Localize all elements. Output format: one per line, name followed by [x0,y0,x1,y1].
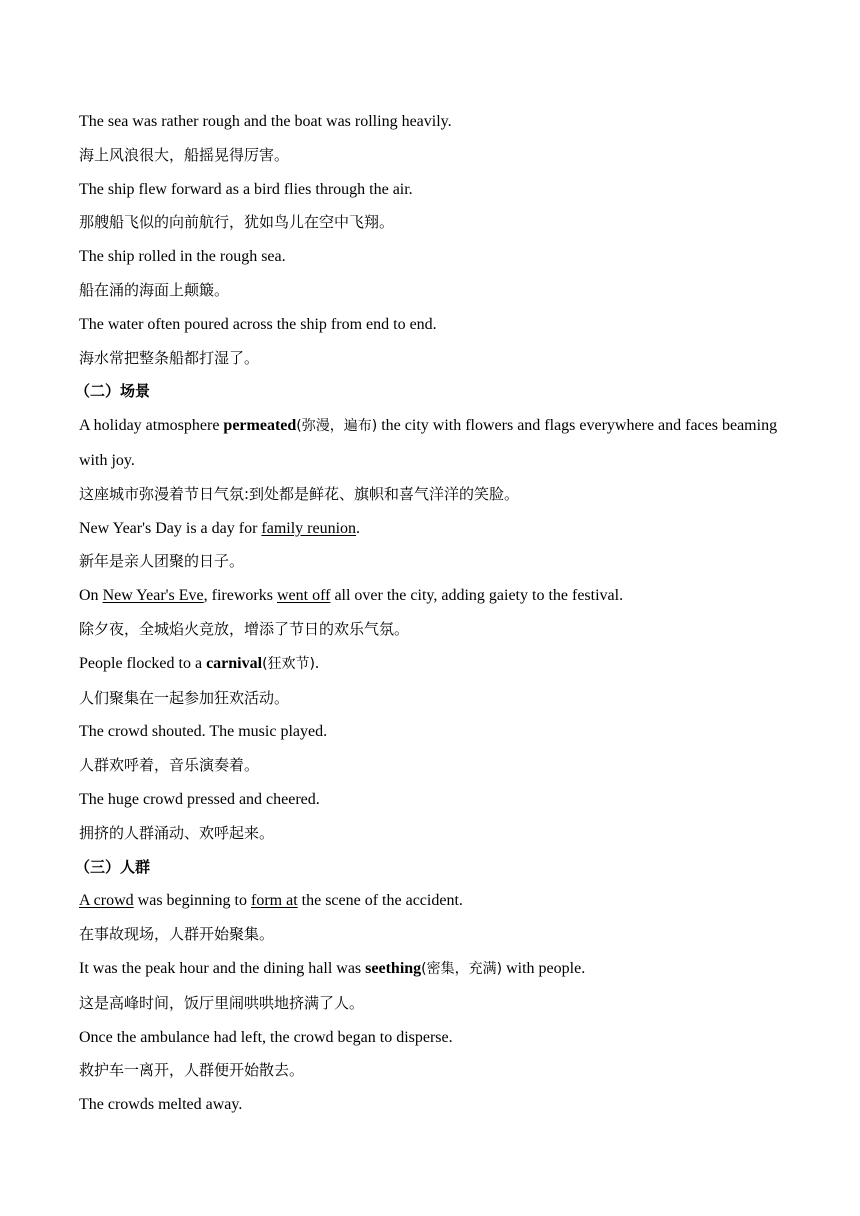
sentence-zh: 那艘船飞似的向前航行，犹如鸟儿在空中飞翔。 [79,213,395,232]
sentence-zh: 人们聚集在一起参加狂欢活动。 [79,688,290,707]
underlined-phrase: went off [276,587,331,605]
section-heading-crowd: （三）人群 [75,857,151,876]
text: the scene of the accident. [297,892,463,910]
sentence-en [79,884,791,918]
text: the city with flowers and flags everywhere and faces beaming with joy. [79,417,778,469]
sentence-zh: 人群欢呼着，音乐演奏着。 [79,756,260,775]
underlined-phrase: A crowd [79,892,134,910]
text: with people. [502,959,586,977]
text: . [315,654,320,672]
sentence-en [79,409,791,478]
sentence-zh: 船在涌的海面上颠簸。 [79,280,230,299]
keyword: seething [365,959,422,977]
sentence-zh: 新年是亲人团聚的日子。 [79,552,245,571]
sentence-en: The crowds melted away. [79,1096,243,1114]
sentence-zh: 海水常把整条船都打湿了。 [79,348,260,367]
sentence-en [79,579,791,613]
sentence-en: The crowd shouted. The music played. [79,723,328,741]
sentence-zh: 海上风浪很大，船摇晃得厉害。 [79,145,290,164]
text: People flocked to a [79,654,207,672]
sentence-en: The sea was rather rough and the boat was rolling heavily. [79,113,452,130]
text: New Year's Day is a day for [79,519,262,537]
sentence-en [79,512,791,546]
sentence-en: The huge crowd pressed and cheered. [79,790,320,808]
underlined-phrase: family reunion [261,519,357,537]
keyword: carnival [206,654,263,672]
sentence-en: The ship flew forward as a bird flies through the air. [79,180,413,198]
text: It was the peak hour and the dining hall was [79,959,366,977]
sentence-en [79,952,791,987]
keyword-note: (狂欢节) [262,655,316,672]
document-page [75,105,791,1122]
sentence-zh: 这是高峰时间，饭厅里闹哄哄地挤满了人。 [79,993,365,1012]
underlined-phrase: form at [250,892,298,910]
sentence-zh: 拥挤的人群涌动、欢呼起来。 [79,823,275,842]
text: On [79,587,103,605]
sentence-en: The water often poured across the ship from end to end. [79,315,437,333]
sentence-en [79,647,791,682]
text: . [356,519,361,537]
keyword-note: (弥漫，遍布) [296,418,378,435]
sentence-zh: 除夕夜，全城焰火竞放，增添了节日的欢乐气氛。 [79,619,410,638]
sentence-zh: 救护车一离开，人群便开始散去。 [79,1061,305,1080]
section-heading-scene: （二）场景 [75,382,151,401]
text: , fireworks [203,587,277,605]
keyword-note: (密集，充满) [421,960,503,977]
text: all over the city, adding gaiety to the festival. [330,587,624,605]
sentence-zh: 在事故现场，人群开始聚集。 [79,925,275,944]
sentence-en: The ship rolled in the rough sea. [79,248,286,266]
underlined-phrase: New Year's Eve [102,587,204,605]
text: A holiday atmosphere [79,417,224,435]
sentence-zh: 这座城市弥漫着节日气氛:到处都是鲜花、旗帜和喜气洋洋的笑脸。 [79,484,520,503]
keyword: permeated [223,417,297,435]
sentence-en: Once the ambulance had left, the crowd began to disperse. [79,1028,453,1046]
text: was beginning to [133,892,251,910]
